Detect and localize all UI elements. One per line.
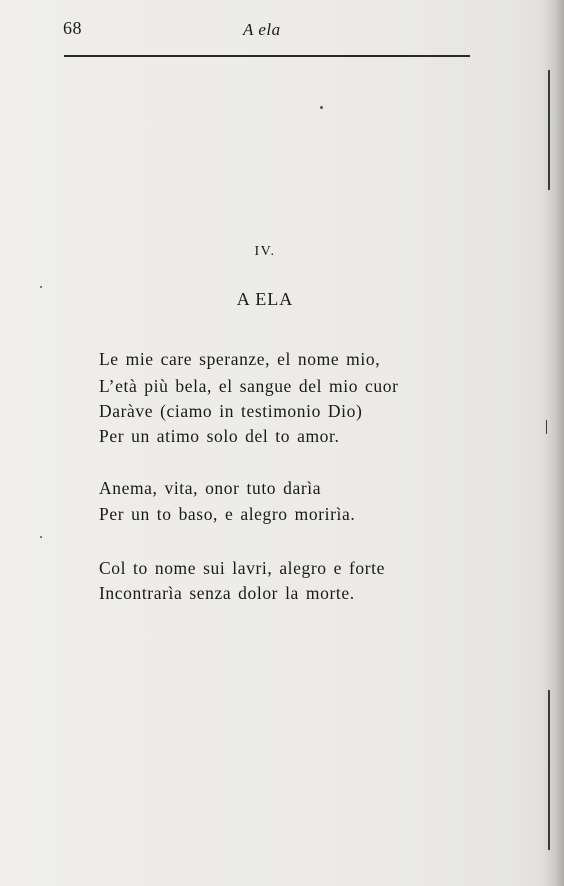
binding-mark bbox=[548, 70, 550, 190]
page-number: 68 bbox=[63, 18, 82, 38]
ink-speck bbox=[320, 106, 323, 109]
verse-line: L’età più bela, el sangue del mio cuor bbox=[99, 376, 399, 396]
verse-line: Col to nome sui lavri, alegro e forte bbox=[99, 558, 385, 578]
binding-mark bbox=[548, 690, 550, 850]
verse-line: Le mie care speranze, el nome mio, bbox=[99, 349, 381, 369]
verse-line: Incontrarìa senza dolor la morte. bbox=[99, 583, 355, 603]
running-title: A ela bbox=[243, 20, 281, 39]
page-edge-shadow bbox=[542, 0, 564, 886]
verse-line: Anema, vita, onor tuto darìa bbox=[99, 478, 322, 498]
ink-speck bbox=[40, 286, 42, 288]
binding-mark bbox=[546, 420, 547, 434]
poem-title: A ELA bbox=[236, 289, 294, 309]
ink-speck bbox=[40, 536, 42, 538]
verse-line: Per un atimo solo del to amor. bbox=[99, 426, 340, 446]
header-rule bbox=[64, 55, 470, 57]
verse-line: Per un to baso, e alegro morirìa. bbox=[99, 504, 356, 524]
section-numeral: IV. bbox=[254, 244, 276, 259]
verse-line: Daràve (ciamo in testimonio Dio) bbox=[99, 401, 363, 421]
